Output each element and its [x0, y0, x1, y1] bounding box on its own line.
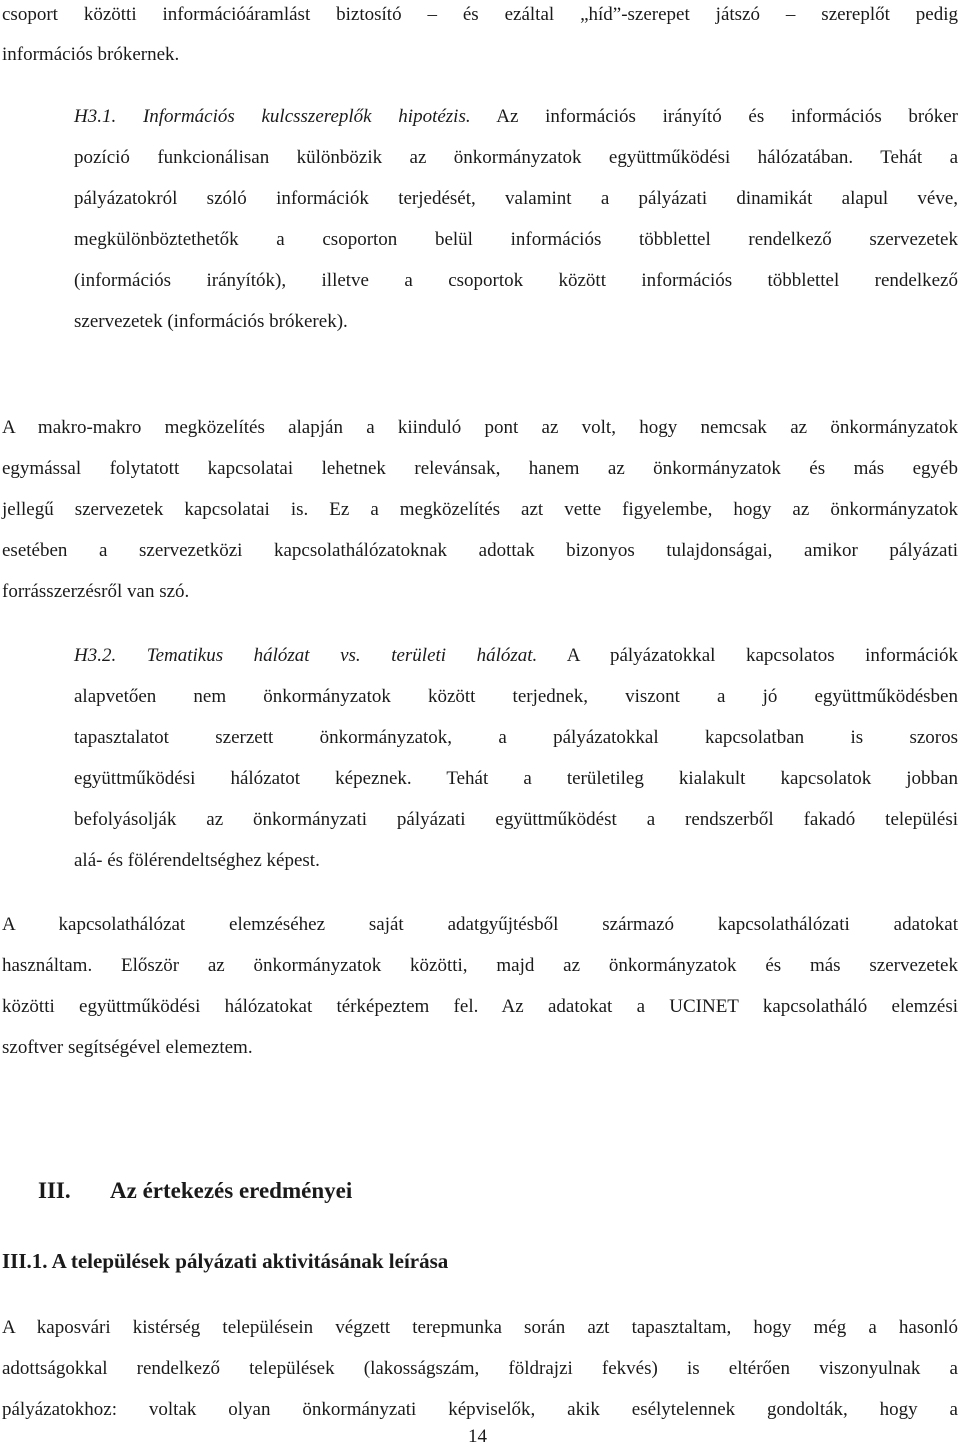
paragraph-line: esetében a szervezetközi kapcsolathálózatoknak adottak bizonyos tulajdonságai, amikor pályázati	[2, 540, 958, 561]
page-number: 14	[468, 1426, 487, 1447]
hypothesis-text: Az információs irányító és információs bróker	[496, 106, 959, 127]
paragraph-line: pályázatokhoz: voltak olyan önkormányzati képviselők, akik esélytelennek gondolták, hogy a	[2, 1399, 958, 1420]
hypothesis-title: területi hálózat.	[391, 645, 538, 666]
paragraph-line: A kapcsolathálózat elemzéséhez saját adatgyűjtésből származó kapcsolathálózati adatokat	[2, 914, 958, 935]
hypothesis-vs: vs.	[340, 645, 361, 666]
paragraph-line: szoftver segítségével elemeztem.	[2, 1037, 253, 1058]
paragraph-line: forrásszerzésről van szó.	[2, 581, 190, 602]
hypothesis-line: alá- és fölérendeltséghez képest.	[74, 850, 320, 871]
hypothesis-line: alapvetően nem önkormányzatok között terjednek, viszont a jó együttműködésben	[74, 686, 958, 707]
hypothesis-line: megkülönböztethetők a csoporton belül információs többlettel rendelkező szervezetek	[74, 229, 958, 250]
paragraph-line: adottságokkal rendelkező települések (lakosságszám, földrajzi fekvés) is eltérően viszonyulnak a	[2, 1358, 958, 1379]
hypothesis-line: tapasztalatot szerzett önkormányzatok, a pályázatokkal kapcsolatban is szoros	[74, 727, 958, 748]
paragraph-line: A kaposvári kistérség településein végzett terepmunka során azt tapasztaltam, hogy még a hasonló	[2, 1317, 958, 1338]
chapter-title: Az értekezés eredményei	[110, 1178, 353, 1203]
hypothesis-title: Információs kulcsszereplők hipotézis.	[142, 106, 471, 127]
hypothesis-line: (információs irányítók), illetve a csoportok között információs többlettel rendelkező	[74, 270, 958, 291]
paragraph-line: egymással folytatott kapcsolatai lehetnek relevánsak, hanem az önkormányzatok és más egyéb	[2, 458, 958, 479]
hypothesis-line: pályázatokról szóló információk terjedését, valamint a pályázati dinamikát alapul véve,	[74, 188, 958, 209]
paragraph-line: használtam. Először az önkormányzatok közötti, majd az önkormányzatok és más szervezetek	[2, 955, 958, 976]
paragraph-line: információs brókernek.	[2, 44, 180, 65]
paragraph-line: jellegű szervezetek kapcsolatai is. Ez a megközelítés azt vette figyelembe, hogy az önkormányzatok	[2, 499, 958, 520]
hypothesis-code: H3.1.	[74, 106, 117, 127]
chapter-number: III.	[38, 1178, 71, 1203]
hypothesis-code: H3.2.	[74, 645, 117, 666]
hypothesis-line: pozíció funkcionálisan különbözik az önkormányzatok együttműködési hálózatában. Tehát a	[74, 147, 958, 168]
hypothesis-title: Tematikus hálózat	[146, 645, 310, 666]
hypothesis-line: szervezetek (információs brókerek).	[74, 311, 348, 332]
hypothesis-h32-line	[74, 644, 958, 668]
paragraph-line: közötti együttműködési hálózatokat térképeztem fel. Az adatokat a UCINET kapcsolatháló elemzési	[2, 996, 958, 1017]
hypothesis-line: együttműködési hálózatot képeznek. Tehát a területileg kialakult kapcsolatok jobban	[74, 768, 958, 789]
hypothesis-text: A pályázatokkal kapcsolatos információk	[566, 645, 958, 666]
hypothesis-line: befolyásolják az önkormányzati pályázati együttműködést a rendszerből fakadó települési	[74, 809, 958, 830]
paragraph-line: csoport közötti információáramlást biztosító – és ezáltal „híd”-szerepet játszó – szereplőt pedig	[2, 4, 958, 25]
paragraph-line: A makro-makro megközelítés alapján a kiinduló pont az volt, hogy nemcsak az önkormányzatok	[2, 417, 958, 438]
section-title: III.1. A települések pályázati aktivitásának leírása	[2, 1249, 449, 1273]
hypothesis-h31-line	[74, 105, 958, 129]
